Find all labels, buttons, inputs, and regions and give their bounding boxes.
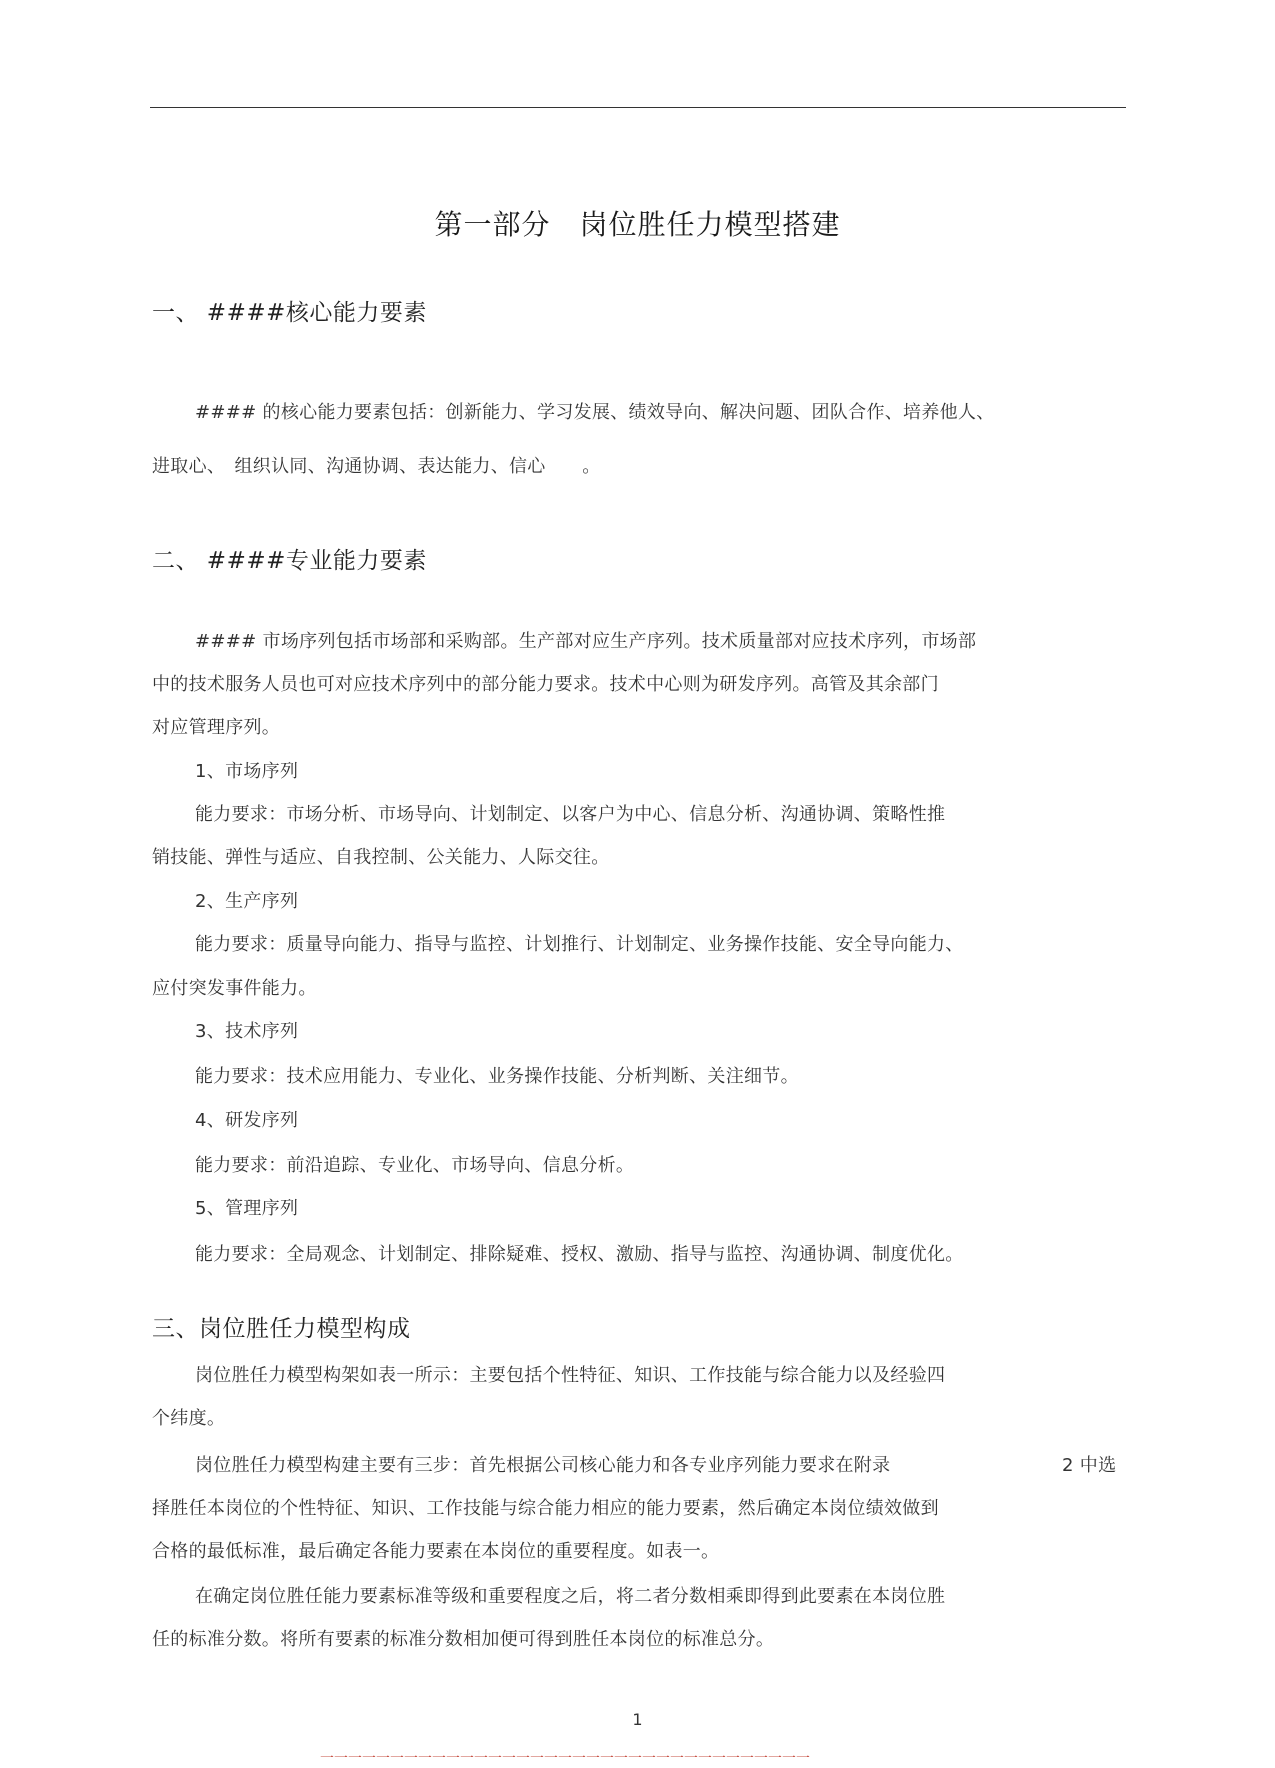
sequence-2-title [195, 887, 298, 913]
sequence-2-req-1: 能力要求：质量导向能力、指导与监控、计划推行、计划制定、业务操作技能、安全导向能力、 [195, 934, 964, 955]
sequence-5-req-1: 能力要求：全局观念、计划制定、排除疑难、授权、激励、指导与监控、沟通协调、制度优化。 [195, 1244, 964, 1265]
page-title: 第一部分 岗位胜任力模型搭建 [434, 208, 841, 241]
sequence-2-req-2: 应付突发事件能力。 [152, 978, 317, 999]
section-1-heading: 一、 ####核心能力要素 [152, 300, 427, 326]
appendix-reference: 2 中选 [1062, 1455, 1117, 1476]
section-2-heading: 二、 ####专业能力要素 [152, 548, 427, 574]
section-3-p2-line-3: 合格的最低标准，最后确定各能力要素在本岗位的重要程度。如表一。 [152, 1541, 720, 1562]
header-rule [150, 107, 1126, 108]
sequence-4-req-1: 能力要求：前沿追踪、专业化、市场导向、信息分析。 [195, 1155, 635, 1176]
sequence-number: 2 [195, 891, 207, 912]
sequence-number: 5 [195, 1198, 207, 1219]
section-2-intro-3: 对应管理序列。 [152, 717, 281, 738]
sequence-4-title [195, 1106, 298, 1132]
section-2-intro-1: #### 市场序列包括市场部和采购部。生产部对应生产序列。技术质量部对应技术序列，市场部 [195, 631, 977, 652]
sequence-1-req-1: 能力要求：市场分析、市场导向、计划制定、以客户为中心、信息分析、沟通协调、策略性推 [195, 804, 946, 825]
section-3-p2-line-1: 岗位胜任力模型构建主要有三步：首先根据公司核心能力和各专业序列能力要求在附录 [195, 1455, 891, 1476]
section-3-p2-line-2: 择胜任本岗位的个性特征、知识、工作技能与综合能力相应的能力要素，然后确定本岗位绩效做到 [152, 1498, 939, 1519]
sequence-3-req-1: 能力要求：技术应用能力、专业化、业务操作技能、分析判断、关注细节。 [195, 1066, 799, 1087]
section-3-p1-line-1: 岗位胜任力模型构架如表一所示：主要包括个性特征、知识、工作技能与综合能力以及经验四 [195, 1365, 946, 1386]
section-2-intro-2: 中的技术服务人员也可对应技术序列中的部分能力要求。技术中心则为研发序列。高管及其余部门 [152, 674, 939, 695]
sequence-1-req-2: 销技能、弹性与适应、自我控制、公关能力、人际交往。 [152, 847, 610, 868]
section-3-p1-line-2: 个纬度。 [152, 1408, 226, 1429]
sequence-name: 、技术序列 [206, 1021, 299, 1042]
footer-watermark: 一一一一一一一一一一一一一一一一一一一一一一一一一一一一一一一一一一一 [320, 1751, 810, 1767]
sequence-3-title [195, 1017, 298, 1043]
section-3-p3-line-1: 在确定岗位胜任能力要素标准等级和重要程度之后，将二者分数相乘即得到此要素在本岗位胜 [195, 1586, 946, 1607]
sequence-name: 、生产序列 [206, 891, 299, 912]
page-number: 1 [632, 1710, 643, 1729]
section-3-heading: 三、岗位胜任力模型构成 [152, 1316, 411, 1342]
sequence-1-title [195, 757, 298, 783]
sequence-number: 3 [195, 1021, 207, 1042]
sequence-name: 、市场序列 [206, 761, 299, 782]
sequence-number: 1 [195, 761, 207, 782]
section-1-line-2: 进取心、 组织认同、沟通协调、表达能力、信心 。 [152, 456, 601, 477]
sequence-5-title [195, 1194, 298, 1220]
sequence-number: 4 [195, 1110, 207, 1131]
section-3-p3-line-2: 任的标准分数。将所有要素的标准分数相加便可得到胜任本岗位的标准总分。 [152, 1629, 775, 1650]
sequence-name: 、研发序列 [206, 1110, 299, 1131]
sequence-name: 、管理序列 [206, 1198, 299, 1219]
section-1-line-1: #### 的核心能力要素包括：创新能力、学习发展、绩效导向、解决问题、团队合作、培养他人、 [195, 402, 995, 423]
